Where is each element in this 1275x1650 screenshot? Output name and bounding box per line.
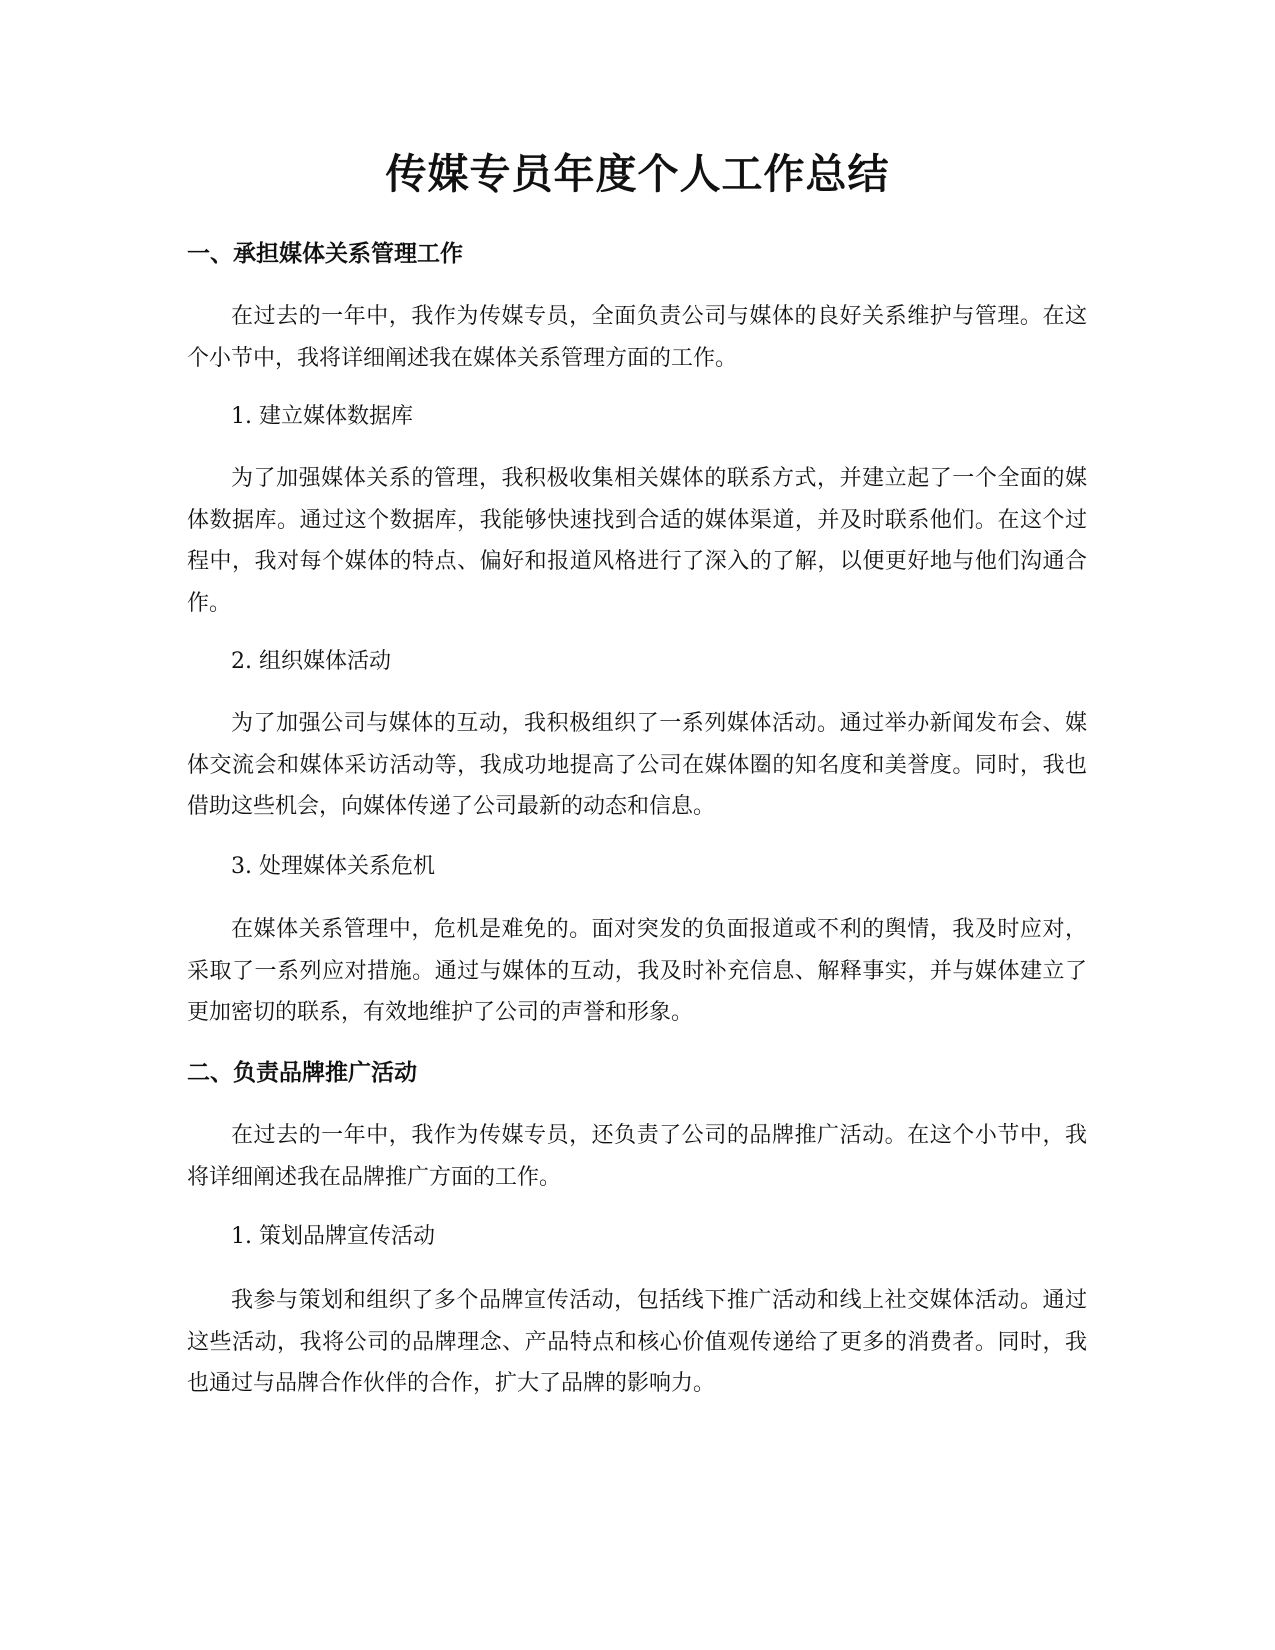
section-1-item-1-body: 为了加强媒体关系的管理，我积极收集相关媒体的联系方式，并建立起了一个全面的媒体数据库。通过这个数据库，我能够快速找到合适的媒体渠道，并及时联系他们。在这个过程中，我对每个媒体的特点、偏好和报道风格进行了深入的了解，以便更好地与他们沟通合作。 bbox=[187, 466, 1087, 616]
section-heading-1: 一、承担媒体关系管理工作 bbox=[187, 241, 463, 267]
section-1-item-1-heading: 1. 建立媒体数据库 bbox=[231, 404, 413, 429]
section-2-item-1-body: 我参与策划和组织了多个品牌宣传活动，包括线下推广活动和线上社交媒体活动。通过这些活动，我将公司的品牌理念、产品特点和核心价值观传递给了更多的消费者。同时，我也通过与品牌合作伙伴的合作，扩大了品牌的影响力。 bbox=[187, 1288, 1087, 1396]
section-1-item-2-body: 为了加强公司与媒体的互动，我积极组织了一系列媒体活动。通过举办新闻发布会、媒体交流会和媒体采访活动等，我成功地提高了公司在媒体圈的知名度和美誉度。同时，我也借助这些机会，向媒体传递了公司最新的动态和信息。 bbox=[187, 711, 1087, 819]
section-1-item-2-heading: 2. 组织媒体活动 bbox=[231, 649, 391, 674]
section-2-item-1-heading: 1. 策划品牌宣传活动 bbox=[231, 1224, 435, 1249]
section-1-item-3-heading: 3. 处理媒体关系危机 bbox=[231, 854, 435, 879]
section-1-item-3-body: 在媒体关系管理中，危机是难免的。面对突发的负面报道或不利的舆情，我及时应对，采取了一系列应对措施。通过与媒体的互动，我及时补充信息、解释事实，并与媒体建立了更加密切的联系，有效地维护了公司的声誉和形象。 bbox=[187, 917, 1087, 1025]
section-1-intro: 在过去的一年中，我作为传媒专员，全面负责公司与媒体的良好关系维护与管理。在这个小节中，我将详细阐述我在媒体关系管理方面的工作。 bbox=[187, 304, 1087, 371]
section-heading-2: 二、负责品牌推广活动 bbox=[187, 1060, 417, 1086]
document-title: 传媒专员年度个人工作总结 bbox=[385, 150, 890, 198]
section-2-intro: 在过去的一年中，我作为传媒专员，还负责了公司的品牌推广活动。在这个小节中，我将详细阐述我在品牌推广方面的工作。 bbox=[187, 1123, 1087, 1190]
